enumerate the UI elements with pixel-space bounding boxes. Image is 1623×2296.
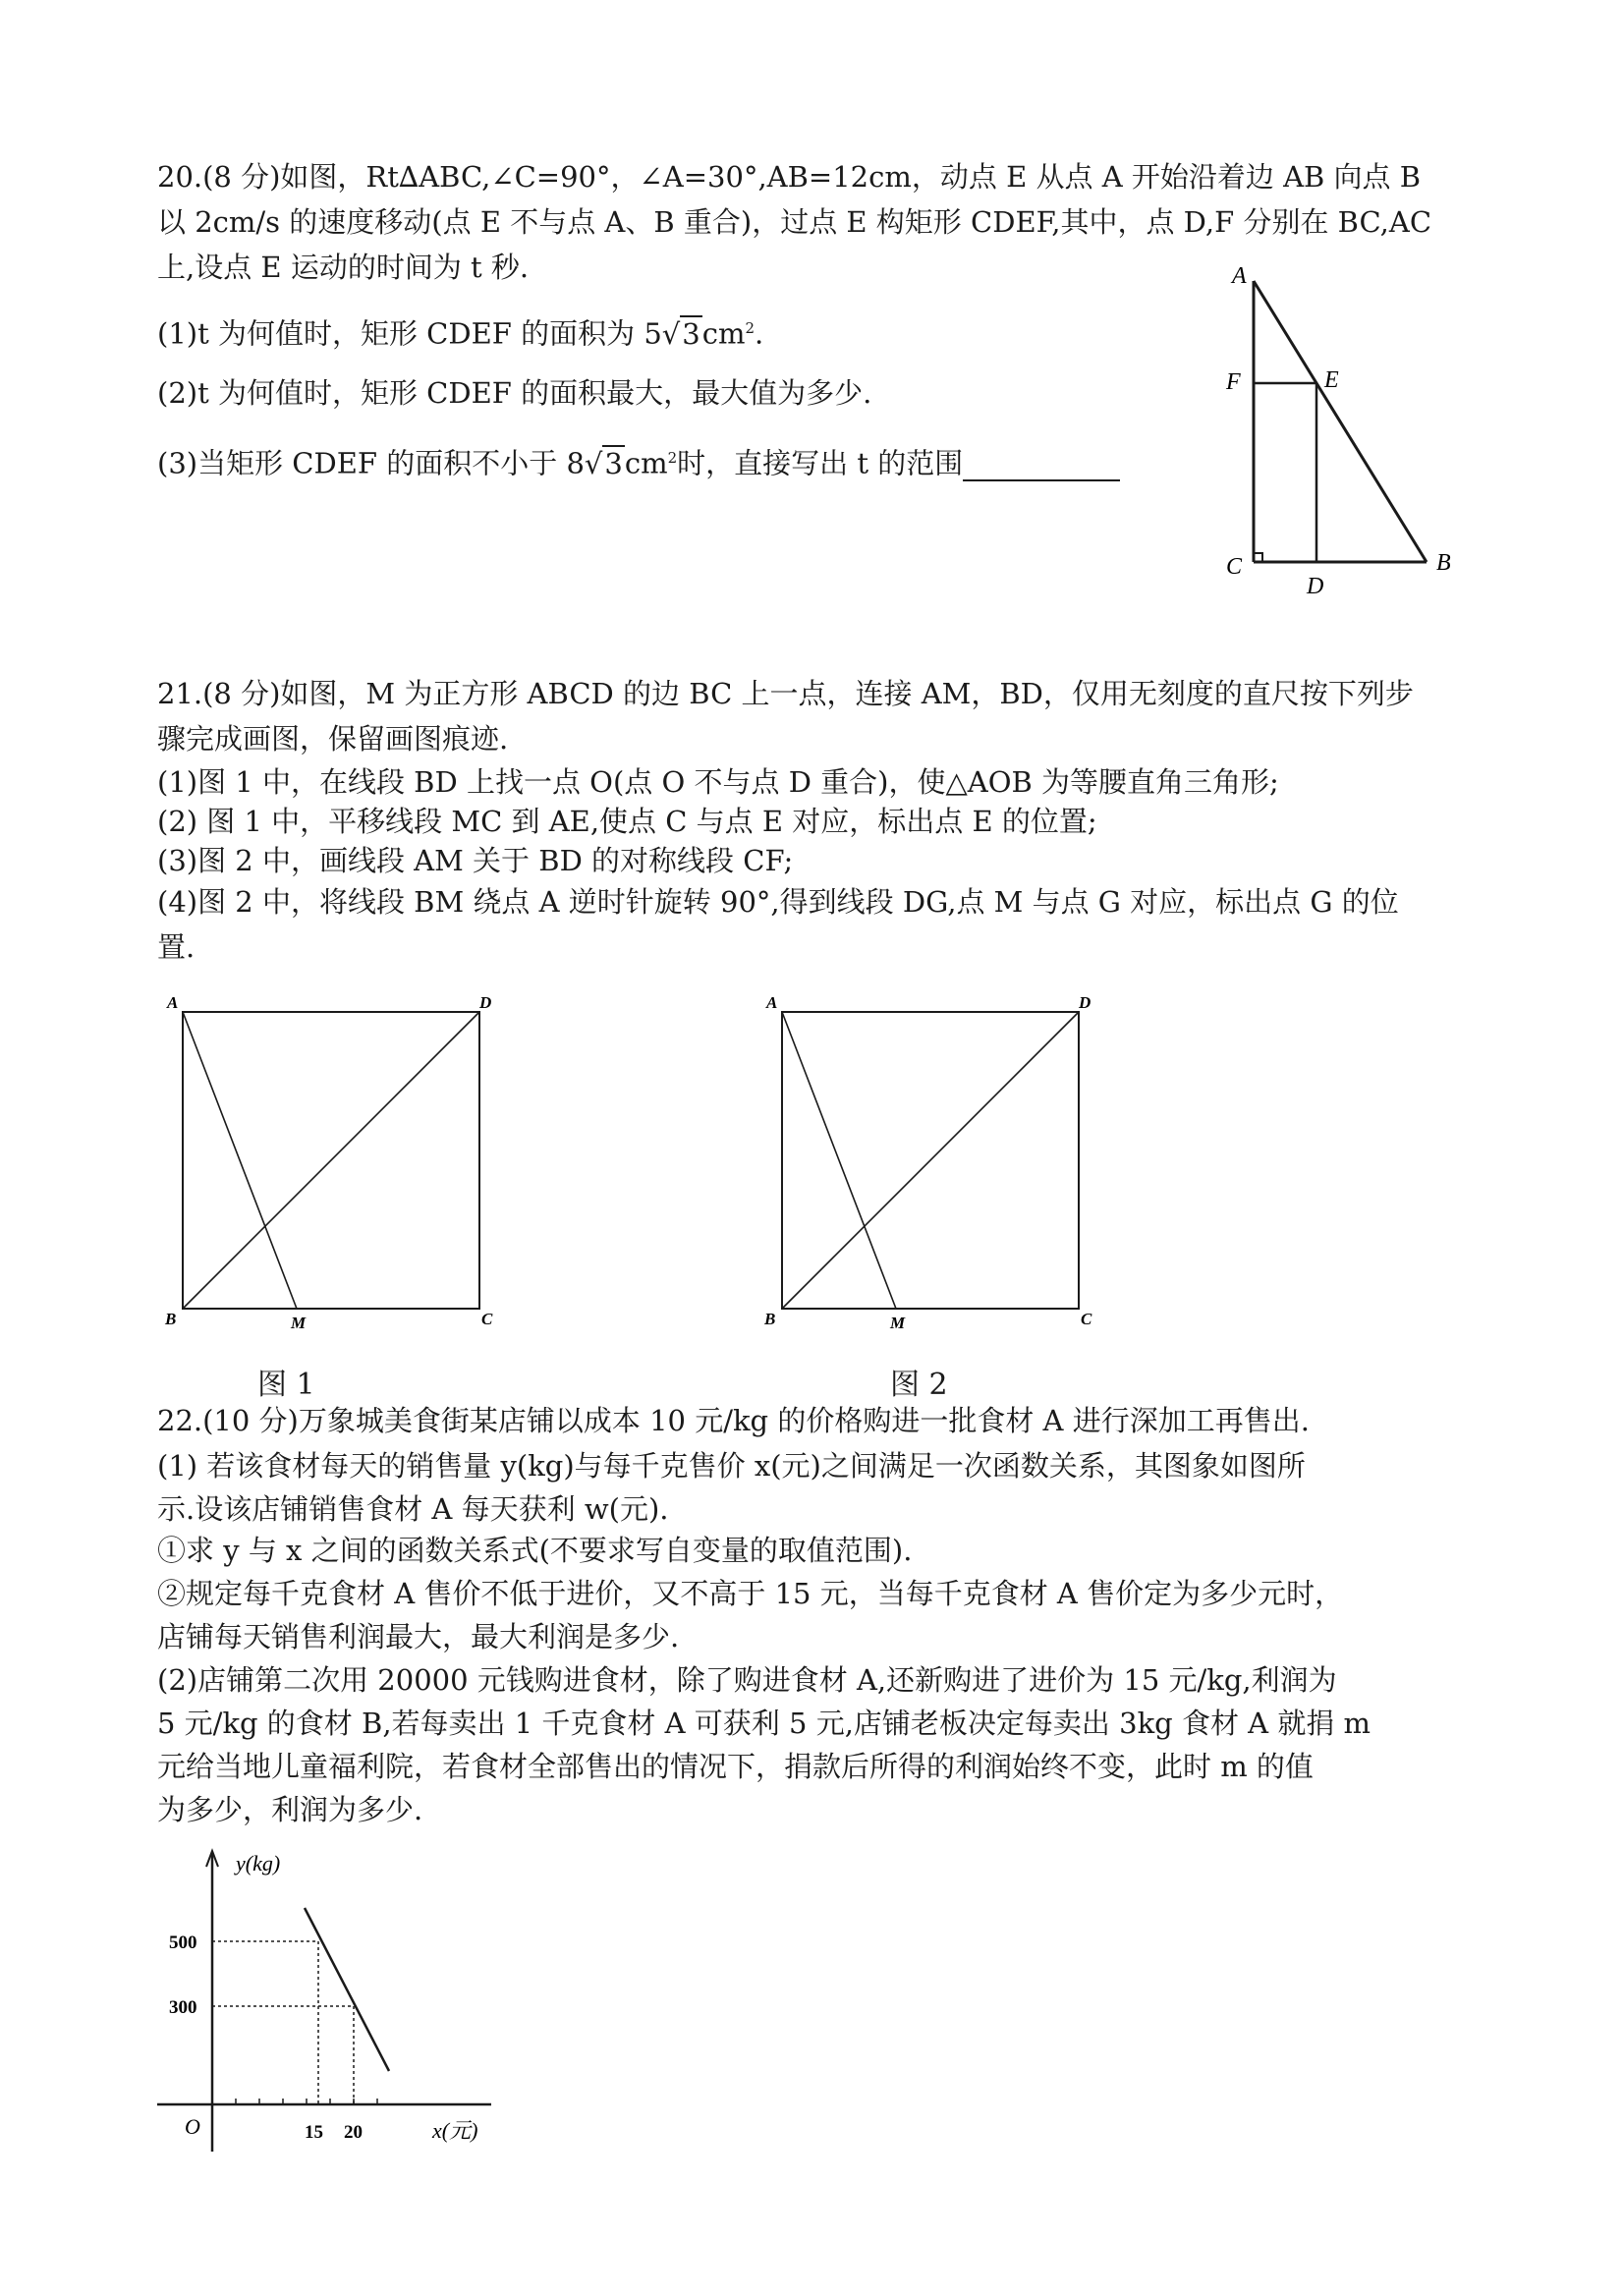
label-c: C <box>1081 1310 1092 1328</box>
label-a: A <box>167 993 179 1012</box>
q22-function-graph <box>147 1837 521 2161</box>
diagonal-bd <box>782 1012 1079 1309</box>
q21-line-4: (2) 图 1 中，平移线段 MC 到 AE,使点 C 与点 E 对应，标出点 E 的位置; <box>157 805 1097 838</box>
q20-part-1 <box>157 310 763 352</box>
q21-line-1: 21.(8 分)如图，M 为正方形 ABCD 的边 BC 上一点，连接 AM，BD，仅用无刻度的直尺按下列步 <box>157 677 1414 710</box>
q20-part-3-sup: 2 <box>667 449 678 467</box>
q20-part-1-sqrt: √3 <box>661 316 700 351</box>
q21-line-3: (1)图 1 中，在线段 BD 上找一点 O(点 O 不与点 D 重合)，使△AOB 为等腰直角三角形; <box>157 765 1279 799</box>
q22-line-3: 示.设该店铺销售食材 A 每天获利 w(元). <box>157 1492 669 1526</box>
label-b: B <box>165 1310 177 1328</box>
x-axis-label: x(元) <box>432 2118 478 2143</box>
segment-am <box>782 1012 896 1309</box>
q21-line-5: (3)图 2 中，画线段 AM 关于 BD 的对称线段 CF; <box>157 844 794 877</box>
label-d: D <box>1079 993 1091 1012</box>
q20-answer-blank[interactable] <box>963 450 1120 481</box>
q20-part-3 <box>157 440 1120 481</box>
label-m: M <box>890 1314 906 1332</box>
q21-line-2: 骤完成画图，保留画图痕迹. <box>157 722 509 756</box>
q22-line-8: 5 元/kg 的食材 B,若每卖出 1 千克食材 A 可获利 5 元,店铺老板决定每卖出 3kg 食材 A 就捐 m <box>157 1707 1371 1740</box>
label-e: E <box>1324 367 1339 393</box>
x-tick-15: 15 <box>305 2122 323 2143</box>
q20-part-1-end: . <box>755 316 764 351</box>
q22-line-5: ②规定每千克食材 A 售价不低于进价，又不高于 15 元，当每千克食材 A 售价定为多少元时， <box>157 1577 1344 1610</box>
x-tick-20: 20 <box>344 2122 363 2143</box>
q20-part-2: (2)t 为何值时，矩形 CDEF 的面积最大，最大值为多少. <box>157 376 872 410</box>
q20-part-1-sup: 2 <box>745 319 756 337</box>
q20-part-1-unit: cm <box>701 316 746 351</box>
segment-am <box>183 1012 297 1309</box>
q22-line-10: 为多少，利润为多少. <box>157 1793 423 1826</box>
figure-1-caption: 图 1 <box>257 1368 315 1402</box>
label-d: D <box>479 993 492 1012</box>
label-c: C <box>481 1310 493 1328</box>
y-tick-300: 300 <box>169 1997 197 2018</box>
q21-line-6: (4)图 2 中，将线段 BM 绕点 A 逆时针旋转 90°,得到线段 DG,点 M 与点 G 对应，标出点 G 的位 <box>157 885 1399 919</box>
q21-line-7: 置. <box>157 930 196 964</box>
q22-line-9: 元给当地儿童福利院，若食材全部售出的情况下，捐款后所得的利润始终不变，此时 m 的值 <box>157 1750 1314 1783</box>
label-f: F <box>1226 369 1241 395</box>
q22-line-1: 22.(10 分)万象城美食街某店铺以成本 10 元/kg 的价格购进一批食材 A 进行深加工再售出. <box>157 1404 1310 1437</box>
q22-line-7: (2)店铺第二次用 20000 元钱购进食材，除了购进食材 A,还新购进了进价为 15 元/kg,利润为 <box>157 1663 1337 1697</box>
q20-part-3-text: (3)当矩形 CDEF 的面积不小于 8 <box>157 446 585 480</box>
label-m: M <box>291 1314 307 1332</box>
q20-part-1-radicand: 3 <box>682 316 700 351</box>
function-line <box>305 1908 389 2071</box>
edge-ab <box>1254 281 1427 562</box>
q20-part-3-sqrt: √3 <box>584 446 623 480</box>
q22-line-4: ①求 y 与 x 之间的函数关系式(不要求写自变量的取值范围). <box>157 1534 913 1567</box>
q21-figure-1 <box>157 988 511 1342</box>
label-a: A <box>1232 263 1247 289</box>
q20-part-1-text: (1)t 为何值时，矩形 CDEF 的面积为 5 <box>157 316 662 351</box>
q20-line-2: 以 2cm/s 的速度移动(点 E 不与点 A、B 重合)，过点 E 构矩形 CDEF,其中，点 D,F 分别在 BC,AC <box>157 205 1432 239</box>
diagonal-bd <box>183 1012 479 1309</box>
q22-line-6: 店铺每天销售利润最大，最大利润是多少. <box>157 1620 680 1653</box>
label-c: C <box>1226 554 1243 580</box>
label-d: D <box>1307 574 1324 599</box>
q22-line-2: (1) 若该食材每天的销售量 y(kg)与每千克售价 x(元)之间满足一次函数关系，其图象如图所 <box>157 1449 1306 1483</box>
y-axis-label: y(kg) <box>236 1851 281 1876</box>
figure-2-caption: 图 2 <box>890 1368 948 1402</box>
origin-label: O <box>185 2114 200 2139</box>
q20-part-3-end: 时，直接写出 t 的范围 <box>677 446 964 480</box>
label-b: B <box>1436 550 1451 576</box>
q20-triangle-figure <box>1208 265 1464 599</box>
label-a: A <box>766 993 778 1012</box>
q20-part-3-unit: cm <box>624 446 668 480</box>
q20-part-3-radicand: 3 <box>604 446 623 480</box>
label-b: B <box>764 1310 776 1328</box>
q20-line-1: 20.(8 分)如图，Rt∆ABC,∠C=90°，∠A=30°,AB=12cm，动点 E 从点 A 开始沿着边 AB 向点 B <box>157 160 1422 194</box>
q21-figure-2 <box>756 988 1110 1342</box>
q20-line-3: 上,设点 E 运动的时间为 t 秒. <box>157 251 530 284</box>
y-tick-500: 500 <box>169 1932 197 1953</box>
